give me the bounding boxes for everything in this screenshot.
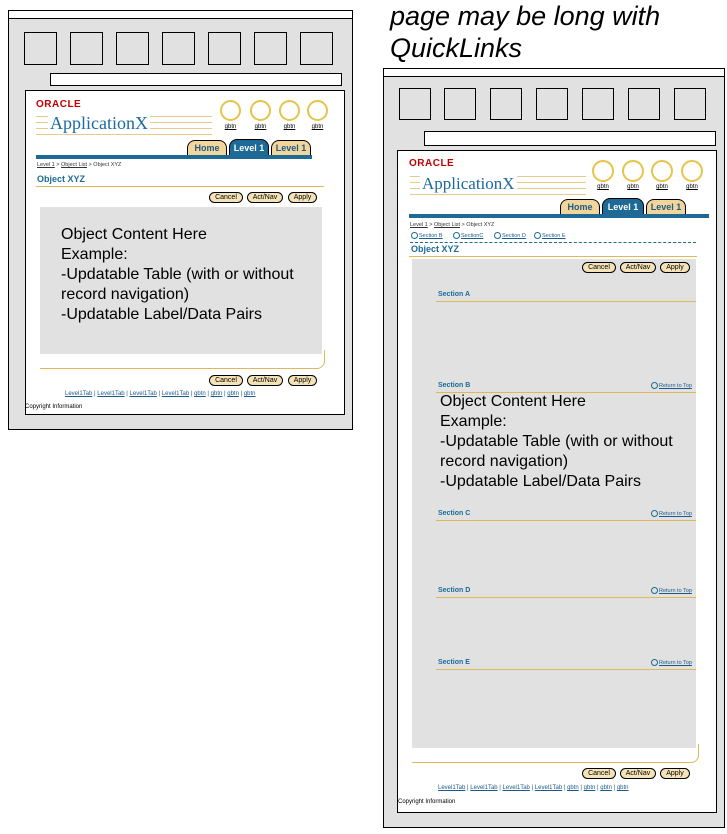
footer-separator: | (499, 785, 501, 791)
quicklinks-divider (410, 242, 696, 243)
act-nav-button-bottom[interactable]: Act/Nav (247, 375, 283, 386)
global-button-label[interactable]: gbtn (656, 184, 668, 190)
quicklink-label[interactable]: Section B (419, 232, 443, 239)
footer-separator: | (580, 785, 582, 791)
tab-home[interactable]: Home (560, 199, 600, 214)
quicklink-label[interactable]: Section E (542, 232, 566, 239)
oracle-logo: ORACLE (36, 99, 82, 110)
global-button-label[interactable]: gbtn (597, 184, 609, 190)
section-divider (436, 669, 696, 670)
footer-separator: | (207, 391, 209, 397)
tab-bar (409, 214, 709, 218)
tab-home[interactable]: Home (187, 140, 227, 155)
quicklink-bullet-icon (494, 232, 501, 239)
tab-bar (36, 155, 312, 159)
section-c-header: Section C (438, 510, 471, 517)
app-title: ApplicationX (50, 113, 148, 133)
footer-separator: | (563, 785, 566, 791)
breadcrumb-separator: > (88, 162, 92, 168)
return-to-top-label[interactable]: Return to Top (659, 510, 692, 517)
content-bottom-curve (40, 350, 325, 369)
content-line: -Updatable Table (with or without (440, 433, 673, 450)
content-line: -Updatable Table (with or without (61, 266, 294, 283)
toolbar-button[interactable] (399, 88, 431, 120)
quicklink-bullet-icon (453, 232, 460, 239)
footer-link[interactable]: gbtn (243, 391, 256, 397)
object-content-area (412, 259, 696, 748)
toolbar-button[interactable] (582, 88, 614, 120)
global-button-icon[interactable] (622, 160, 644, 182)
footer-separator: | (94, 391, 96, 397)
footer-link[interactable]: gbtn (583, 785, 596, 791)
footer-links (65, 391, 256, 397)
cancel-button[interactable]: Cancel (582, 262, 616, 273)
footer-link[interactable]: Level1Tab (129, 391, 157, 397)
global-button-icon[interactable] (592, 160, 614, 182)
footer-link[interactable]: Level1Tab (438, 785, 466, 791)
apply-button-bottom[interactable]: Apply (288, 375, 317, 386)
tab-level1[interactable]: Level 1 (271, 140, 311, 155)
content-text (440, 392, 673, 492)
global-button-icon[interactable] (279, 100, 300, 121)
apply-button[interactable]: Apply (288, 192, 317, 203)
quicklink-section-e[interactable] (534, 232, 566, 239)
tab-level1-active[interactable]: Level 1 (602, 198, 644, 214)
page-title: Object XYZ (37, 174, 86, 184)
footer-separator: | (240, 391, 243, 397)
footer-link[interactable]: gbtn (616, 785, 629, 791)
breadcrumb-separator: > (429, 222, 433, 228)
address-bar[interactable] (50, 73, 342, 86)
toolbar-button[interactable] (300, 32, 333, 65)
content-line: -Updatable Label/Data Pairs (440, 473, 642, 490)
breadcrumb-separator: > (56, 162, 60, 168)
apply-button-bottom[interactable]: Apply (660, 768, 690, 779)
quicklink-bullet-icon (411, 232, 418, 239)
return-icon (651, 587, 658, 594)
title-underline (36, 186, 324, 187)
breadcrumb-link[interactable]: Level 1 (37, 162, 55, 168)
tab-level1-active[interactable]: Level 1 (229, 139, 269, 155)
footer-separator: | (126, 391, 128, 397)
footer-link[interactable]: Level1Tab (161, 391, 190, 397)
global-button-label[interactable]: gbtn (254, 124, 267, 130)
toolbar-button[interactable] (444, 88, 476, 120)
global-button-icon[interactable] (651, 160, 673, 182)
act-nav-button[interactable]: Act/Nav (620, 262, 656, 273)
footer-link[interactable]: Level1Tab (534, 785, 563, 791)
footer-separator: | (531, 785, 534, 791)
global-button-label[interactable]: gbtn (311, 124, 324, 130)
content-bottom-curve (412, 744, 699, 763)
toolbar-button[interactable] (70, 32, 103, 65)
quicklink-section-b[interactable] (411, 232, 443, 239)
section-a-header: Section A (438, 291, 471, 298)
apply-button[interactable]: Apply (660, 262, 690, 273)
footer-link[interactable]: Level1Tab (470, 785, 498, 791)
footer-link[interactable]: Level1Tab (502, 785, 530, 791)
footer-separator: | (613, 785, 616, 791)
caption-line-2: QuickLinks (390, 33, 523, 63)
act-nav-button-bottom[interactable]: Act/Nav (620, 768, 656, 779)
copyright: Copyright Information (398, 799, 456, 805)
global-button-label[interactable]: gbtn (224, 124, 237, 130)
return-to-top-link[interactable] (651, 587, 692, 594)
decor-line (36, 134, 212, 135)
toolbar-button[interactable] (208, 32, 241, 65)
breadcrumb (37, 162, 121, 168)
breadcrumb-link[interactable]: Level 1 (410, 222, 428, 228)
return-to-top-label[interactable]: Return to Top (659, 659, 692, 666)
return-to-top-link[interactable] (651, 382, 692, 389)
browser-titlebar-left (8, 10, 353, 19)
act-nav-button[interactable]: Act/Nav (247, 192, 283, 203)
return-to-top-link[interactable] (651, 659, 692, 666)
section-divider (436, 301, 696, 302)
caption-line-1: page may be long with (390, 1, 661, 31)
content-line: Example: (440, 413, 507, 430)
section-d-header: Section D (438, 587, 471, 594)
footer-separator: | (597, 785, 599, 791)
cancel-button-bottom[interactable]: Cancel (209, 375, 243, 386)
return-to-top-label[interactable]: Return to Top (659, 382, 692, 389)
global-button-label[interactable]: gbtn (283, 124, 296, 130)
toolbar-button[interactable] (628, 88, 660, 120)
quicklink-label[interactable]: Section D (502, 232, 526, 239)
global-button-icon[interactable] (250, 100, 271, 121)
breadcrumb-separator: > (461, 222, 465, 228)
content-line: Object Content Here (440, 393, 586, 410)
page-title: Object XYZ (411, 244, 460, 254)
footer-link[interactable]: gbtn (567, 785, 579, 791)
content-line: record navigation) (440, 453, 569, 470)
section-divider (436, 520, 696, 521)
toolbar-button[interactable] (674, 88, 706, 120)
quicklink-section-c[interactable] (453, 232, 483, 239)
title-underline (409, 256, 697, 257)
content-text (61, 225, 294, 325)
footer-separator: | (467, 785, 469, 791)
return-to-top-label[interactable]: Return to Top (659, 587, 692, 594)
return-icon (651, 382, 658, 389)
toolbar-button[interactable] (490, 88, 522, 120)
global-button-icon[interactable] (220, 100, 241, 121)
cancel-button[interactable]: Cancel (209, 192, 243, 203)
toolbar-button[interactable] (116, 32, 149, 65)
footer-link[interactable]: Level1Tab (97, 391, 125, 397)
footer-link[interactable]: Level1Tab (65, 391, 93, 397)
footer-link[interactable]: gbtn (194, 391, 206, 397)
return-icon (651, 659, 658, 666)
content-line: Object Content Here (61, 226, 207, 243)
toolbar-button[interactable] (162, 32, 195, 65)
quicklink-section-d[interactable] (494, 232, 526, 239)
content-line: Example: (61, 246, 128, 263)
global-button-label[interactable]: gbtn (686, 184, 698, 190)
footer-link[interactable]: gbtn (227, 391, 239, 397)
copyright: Copyright Information (25, 404, 83, 410)
global-button-label[interactable]: gbtn (627, 184, 639, 190)
breadcrumb-link[interactable]: Object List (61, 162, 88, 168)
section-e-header: Section E (438, 659, 470, 666)
content-line: record navigation) (61, 286, 190, 303)
quicklink-label[interactable]: SectionC (461, 232, 484, 239)
breadcrumb (410, 222, 494, 228)
return-icon (651, 510, 658, 517)
toolbar-button[interactable] (536, 88, 568, 120)
return-to-top-link[interactable] (651, 510, 692, 517)
footer-separator: | (158, 391, 161, 397)
breadcrumb-link[interactable]: Object List (434, 222, 461, 228)
footer-links (438, 785, 629, 791)
cancel-button-bottom[interactable]: Cancel (582, 768, 616, 779)
toolbar-button[interactable] (24, 32, 57, 65)
tab-level1[interactable]: Level 1 (646, 199, 686, 214)
quicklink-bullet-icon (534, 232, 541, 239)
oracle-logo: ORACLE (409, 158, 455, 169)
section-b-header: Section B (438, 382, 471, 389)
toolbar-button[interactable] (254, 32, 287, 65)
content-line: -Updatable Label/Data Pairs (61, 306, 263, 323)
breadcrumb-current: Object XYZ (93, 162, 122, 168)
footer-link[interactable]: gbtn (600, 785, 612, 791)
global-button-icon[interactable] (307, 100, 328, 121)
app-title: ApplicationX (422, 174, 515, 193)
address-bar[interactable] (424, 131, 716, 146)
footer-link[interactable]: gbtn (210, 391, 223, 397)
footer-separator: | (224, 391, 226, 397)
breadcrumb-current: Object XYZ (466, 222, 495, 228)
decor-line (410, 194, 586, 195)
global-button-icon[interactable] (681, 160, 703, 182)
browser-titlebar-right (383, 68, 725, 77)
footer-separator: | (190, 391, 193, 397)
section-divider (436, 597, 696, 598)
